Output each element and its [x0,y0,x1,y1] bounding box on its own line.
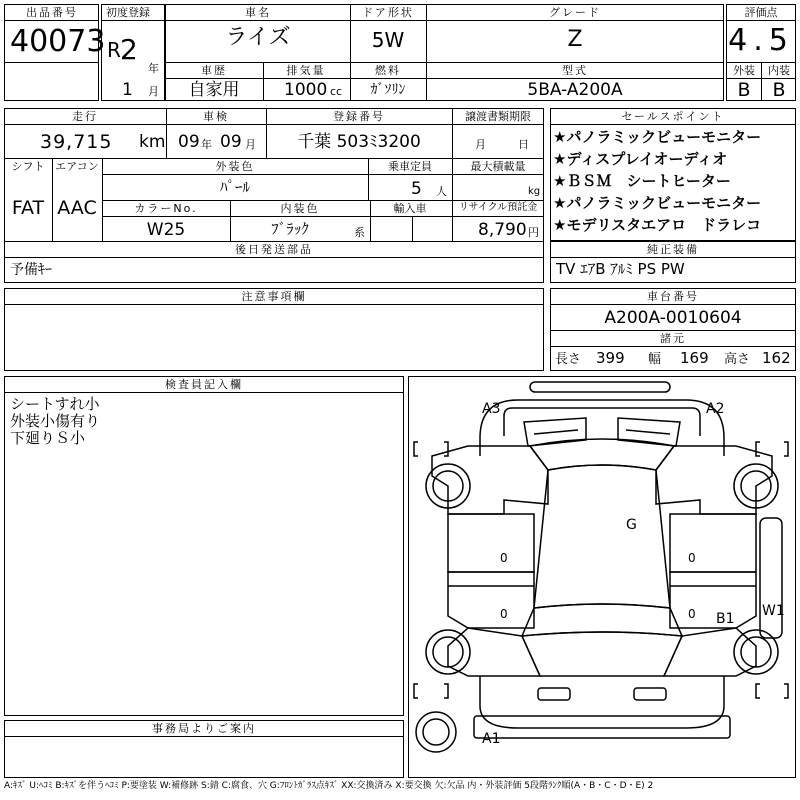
height: 162 [762,349,791,367]
front-fender-left [432,446,548,514]
history-label: 車歴 [201,64,227,77]
sales-point: ★ＢＳＭ シートヒーター [553,172,731,190]
damage-mark: W1 [762,603,785,619]
tailgate [522,632,682,676]
model-code: 5BA-A200A [527,80,623,100]
plate-number: 千葉 503ﾐ3200 [297,132,421,152]
load-label: 最大積載量 [470,160,526,173]
year-unit: 年 [148,62,159,75]
transfer-label: 譲渡書類期限 [465,110,531,123]
color-no: W25 [146,220,186,240]
inspector-note: シートすれ小 [10,395,100,413]
shift: FAT [11,197,45,219]
reg-month: 1 [122,80,133,100]
inspection-month: 09 [220,132,242,152]
door-mark: 0 [500,607,508,621]
exterior-label: 外装 [733,64,755,77]
office-label: 事務局よりご案内 [152,722,256,735]
recycle-label: リサイクル預託金 [458,202,538,213]
length-label: 長さ [555,352,582,367]
rear-panel [474,716,730,738]
capacity: 5 [411,179,422,199]
first-reg-label: 初度登録 [106,6,150,19]
notes-label: 注意事項欄 [241,290,307,303]
sales-point: ★パノラミックビューモニター [553,194,762,212]
damage-mark: A2 [706,401,725,417]
lot-label: 出品番号 [26,6,78,19]
ext-color: ﾊﾟｰﾙ [219,178,251,196]
capacity-label: 乗車定員 [388,160,432,173]
lot-number: 40073 [10,24,106,59]
inspection-month-unit: 月 [245,138,256,151]
displacement: 1000 [284,80,328,100]
shift-label: シフト [11,160,45,173]
spare-wheel [416,712,456,752]
ac: AAC [57,197,97,219]
height-label: 高さ [724,352,751,367]
model-label: 型式 [562,64,588,77]
capacity-unit: 人 [436,185,447,198]
mileage-label: 走行 [72,110,98,123]
inspection-label: 車検 [203,110,229,123]
side-rail-right [760,518,782,638]
era: R [107,38,121,62]
door-label: ドア形状 [362,6,414,19]
door-mark: 0 [500,551,508,565]
int-color: ﾌﾞﾗｯｸ [271,220,309,238]
rear-door-right [670,572,756,628]
inspection-year: 09 [178,132,200,152]
score-label: 評価点 [744,6,778,19]
door-type: 5W [371,28,405,52]
spec-label: 諸元 [660,332,686,345]
width: 169 [680,349,709,367]
ac-label: エアコン [55,160,99,173]
displacement-label: 排気量 [286,64,326,77]
chassis-number: A200A-0010604 [604,308,742,328]
recycle-unit: 円 [528,226,539,239]
color-no-label: カラーNo. [134,202,198,215]
ext-color-label: 外装色 [215,160,255,173]
car-diagram [408,376,796,778]
grade-label: グレード [549,6,601,19]
door-mark: 0 [688,551,696,565]
damage-mark: A1 [482,731,501,747]
fuel-label: 燃料 [375,64,401,77]
damage-mark: G [626,517,637,533]
equipment-label: 純正装備 [647,243,699,256]
later-parts-label: 後日発送部品 [235,243,313,256]
interior-label: 内装 [768,64,790,77]
plate-label: 登録番号 [333,110,385,123]
mileage-unit: km [139,132,166,152]
front-fender-right [656,446,772,514]
length: 399 [596,349,625,367]
equipment: TV ｴｱB ｱﾙﾐ PS PW [556,260,685,278]
later-parts: 予備ｷｰ [10,262,52,278]
load-unit: kg [528,186,541,197]
rear-window [522,604,682,636]
inspector-label: 検査員記入欄 [165,378,243,391]
int-color-unit: 系 [354,226,365,239]
displacement-unit: cc [330,85,343,98]
damage-mark: B1 [716,611,735,627]
mileage: 39,715 [40,131,113,153]
recycle-fee: 8,790 [478,220,527,240]
fuel: ｶﾞｿﾘﾝ [370,82,406,98]
front-door-left [448,514,534,572]
sales-point: ★パノラミックビューモニター [553,128,762,146]
sales-points-label: セールスポイント [621,110,725,123]
car-name: ライズ [225,25,291,50]
reg-year: 2 [120,33,138,66]
front-door-right [670,514,756,572]
interior-grade: B [772,79,786,101]
int-color-label: 内装色 [280,202,320,215]
transfer-month-unit: 月 [475,138,486,151]
inspector-note: 下廻りＳ小 [10,429,86,447]
history: 自家用 [188,80,240,100]
exterior-grade: B [737,79,751,101]
car-name-label: 車名 [245,6,271,19]
sales-point: ★ディスプレイオーディオ [553,150,728,168]
roof [534,465,670,608]
tail-lamp-right [634,688,666,700]
import-label: 輸入車 [393,202,427,215]
tail-lamp-left [538,688,570,700]
rear-bumper [480,676,724,728]
month-unit: 月 [148,85,159,98]
damage-mark: A3 [482,401,501,417]
front-bumper-strip [530,382,670,392]
chassis-label: 車台番号 [647,290,699,303]
transfer-day-unit: 日 [518,138,529,151]
width-label: 幅 [648,352,662,367]
rear-door-left [448,572,534,628]
sales-point: ★モデリスタエアロ ドラレコ [553,216,762,234]
score: 4.5 [728,23,794,58]
door-mark: 0 [688,607,696,621]
grade: Z [567,27,583,52]
legend: A:ｷｽﾞ U:ﾍｺﾐ B:ｷｽﾞを伴うﾍｺﾐ P:要塗装 W:補修跡 S:錆 C:腐食、穴 G:ﾌﾛﾝﾄｶﾞﾗｽ点ｷｽﾞ XX:交換済み X:要交換 欠:欠品 内・外装評価 5段階ﾗﾝｸ順(A・B・C・D・E) 2 [4,781,654,791]
inspector-note: 外装小傷有り [10,412,101,430]
inspection-year-unit: 年 [201,138,212,151]
